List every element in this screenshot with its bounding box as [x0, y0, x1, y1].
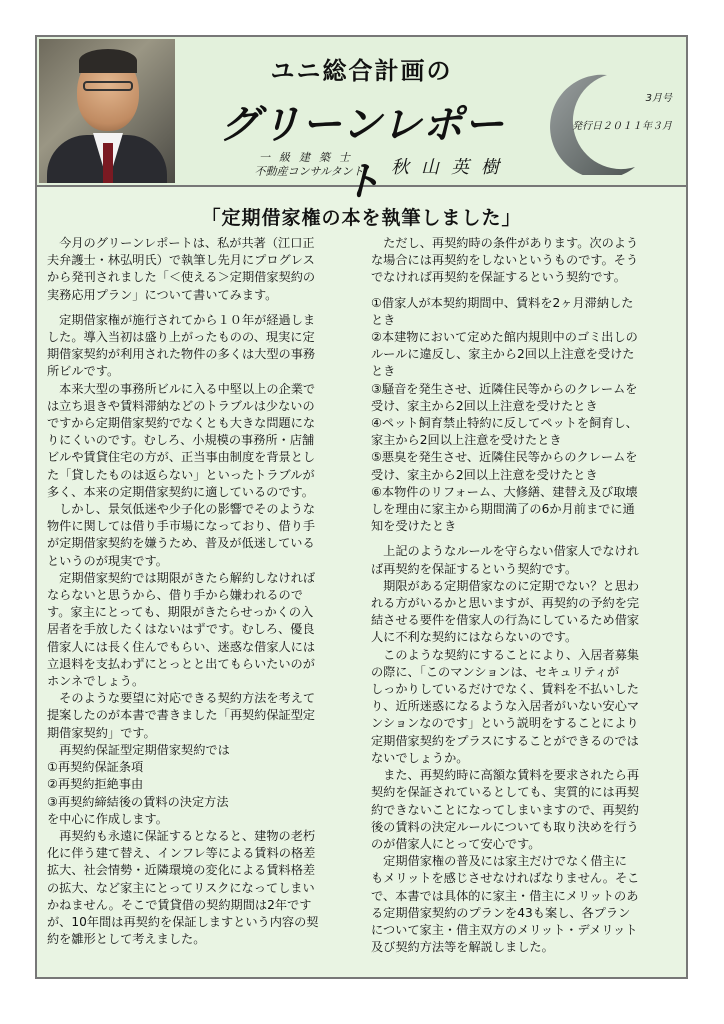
author-credentials — [239, 151, 379, 179]
credential-line-2: 不動産コンサルタント — [254, 165, 364, 178]
paragraph: ただし、再契約時の条件があります。次のよう な場合には再契約をしないというものです。そう でなければ再契約を保証するという契約です。 — [371, 236, 639, 285]
issue-label: 3月号 — [645, 93, 672, 104]
publish-date: 発行日２０１１年３月 — [572, 121, 672, 132]
newsletter-title-line2: グリーンレポート — [219, 102, 505, 205]
paragraph: 上記のようなルールを守らない借家人でなけれ ば再契約を保証するという契約です。 期限がある定期借家なのに定期でない？と思わ れる方がいるかと思いますが、再契約の予約を完 結させる要件を借家人の行為にしているため借家 人に不利な契約にはならないのです。 このような契約にすることにより、入居者募集 の際に、「このマンションは、セキュリティが しっかりしているだけでなく、賃料を不払いした り、近所迷惑になるような入居者がいない安心マ ンションなのです」という説明をすることにより 定期借家契約をプラスにすることができるのでは ないでしょうか。 また、再契約時に高額な賃料を要求されたら再 契約を保証されているとしても、実質的には再契 約できないことになってしまいますので、再契約 後の賃料の決定ルールについても取り決めを行う のが借家人にとって安心です。 定期借家権の普及には家主だけでなく借主に もメリットを感じさせなければなりません。そこ で、本書では具体的に家主・借主にメリットのあ る定期借家契約のプランを43も案し、各プラン について家主・借主双方のメリット・デメリット 及び契約方法等を解説しました。 — [371, 544, 640, 955]
credential-line-1: 一級建築士 — [259, 151, 359, 164]
paragraph: 今月のグリーンレポートは、私が共著（江口正 夫弁護士・林弘明氏）で執筆し先月にプログレス から発刊されました「＜使える＞定期借家契約の 実務応用プラン」について書いてみます。 — [47, 236, 316, 302]
left-column — [47, 235, 351, 948]
paragraph: 定期借家権が施行されてから１０年が経過しま した。導入当初は盛り上がったものの、現実に定 期借家契約が利用された物件の多くは大型の事務 所ビルです。 本来大型の事務所ビルに入る中堅以上の企業で は立ち退きや賃料滞納などのトラブルは少ないの ですから定期借家契約でなくとも大きな問題にな りにくいのです。むしろ、小規模の事務所・店舗 ビルや賃貸住宅の方が、正当事由制度を背景とし た「貸したものは返らない」といったトラブルが 多く、本来の定期借家契約に適しているのです。 しかし、景気低迷や少子化の影響でそのような 物件に関しては借り手市場になっており、借り手 が定期借家契約を嫌うため、普及が低迷している というのが現実です。 定期借家契約では期限がきたら解約しなければ ならないと思うから、借り手から嫌われるので す。家主にとっても、期限がきたらせっかくの入 居者を手放したくはないはずです。むしろ、優良 借家人には長く住んでもらい、迷惑な借家人には 立退料を支払わずにとっとと出てもらいたいのが ホンネでしょう。 そのような要望に対応できる契約方法を考えて 提案したのが本書で書きました「再契約保証型定 期借家契約」です。 再契約保証型定期借家契約では ①再契約保証条項 ②再契約拒絶事由 ③再契約締結後の賃料の決定方法 を中心に作成します。 再契約も永遠に保証するとなると、建物の老朽 化に伴う建て替え、インフレ等による賃料の格差 拡大、社会情勢・近隣環境の変化による賃料格差 の拡大、など家主にとってリスクになってしまい かねません。そこで賃貸借の契約期間は2年です が、10年間は再契約を保証しますという内容の契 約を雛形として考えました。 — [47, 312, 319, 947]
condition-list: ①借家人が本契約期間中、賃料を2ヶ月滞納した とき ②本建物において定めた館内規則中のゴミ出しの ルールに違反し、家主から2回以上注意を受けた とき ③騒音を発生させ、近隣住民等からのクレームを 受け、家主から2回以上注意を受けたとき ④ペット飼育禁止特約に反してペットを飼育し、 家主から2回以上注意を受けたとき ⑤悪臭を発生させ、近隣住民等からのクレームを 受け、家主から2回以上注意を受けたとき ⑥本物件のリフォーム、大修繕、建替え及び取壊 しを理由に家主から期間満了の6か月前までに通 知を受けたとき — [371, 295, 638, 534]
right-column — [371, 235, 677, 956]
newsletter-title-line1: ユニ総合計画の — [270, 57, 453, 85]
newsletter-frame — [35, 35, 688, 979]
newsletter-header — [37, 37, 686, 205]
author-name: 秋山英樹 — [391, 157, 511, 178]
article-headline: 「定期借家権の本を執筆しました」 — [201, 207, 522, 229]
